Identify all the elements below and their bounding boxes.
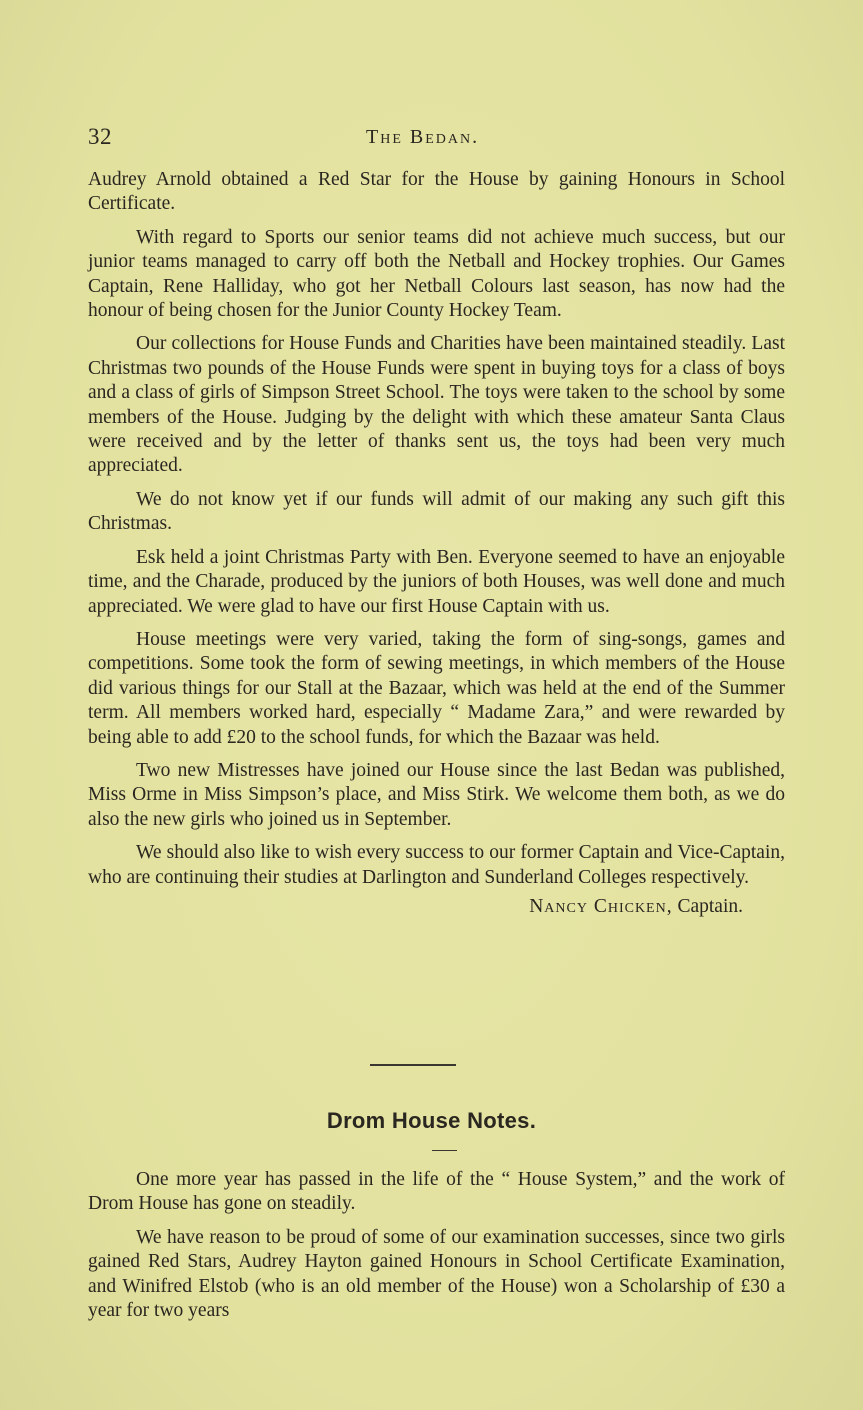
paragraph: We have reason to be proud of some of our examination successes, since two girls gained Red Stars, Audrey Hayton gained Honours in School Certificate Examination, and Winifred Elstob (who is an old member of the House) won a Scholarship of £30 a year for two years [88, 1226, 785, 1322]
journal-title: The Bedan. [366, 126, 480, 148]
section-title: Drom House Notes. [326, 1108, 537, 1133]
signature-name: Nancy Chicken, [529, 895, 673, 917]
paragraph: Our collections for House Funds and Charities have been maintained steadily. Last Christmas two pounds of the House Funds were spent in buying toys for a class of boys and a class of girls of Simpson Street School. The toys were taken to the school by some members of the House. Judging by the delight with which these amateur Santa Claus were received and by the letter of thanks sent us, the toys had been very much appreciated. [88, 333, 785, 477]
paragraph: We should also like to wish every success to our former Captain and Vice-Captain, who are continuing their studies at Darlington and Sunderland Colleges respectively. [88, 842, 785, 888]
paragraph: With regard to Sports our senior teams did not achieve much success, but our junior teams managed to carry off both the Netball and Hockey trophies. Our Games Captain, Rene Halliday, who got her Netball Colours last season, has now had the honour of being chosen for the Junior County Hockey Team. [88, 226, 785, 322]
section-divider [370, 1064, 456, 1066]
title-underline [432, 1150, 457, 1151]
drom-house-notes [88, 1168, 785, 1332]
signature [88, 895, 743, 919]
running-head [88, 124, 788, 154]
esk-house-notes [88, 168, 785, 919]
paragraph: One more year has passed in the life of the “ House System,” and the work of Drom House has gone on steadily. [88, 1169, 785, 1215]
paragraph: Two new Mistresses have joined our House since the last Bedan was published, Miss Orme in Miss Simpson’s place, and Miss Stirk. We welcome them both, as we do also the new girls who joined us in September. [88, 759, 785, 830]
paragraph: We do not know yet if our funds will admit of our making any such gift this Christmas. [88, 488, 785, 535]
signature-role: Captain. [677, 895, 743, 917]
page-number: 32 [88, 124, 112, 149]
paragraph: Audrey Arnold obtained a Red Star for the House by gaining Honours in School Certificate. [88, 169, 785, 215]
paragraph: Esk held a joint Christmas Party with Ben. Everyone seemed to have an enjoyable time, and the Charade, produced by the juniors of both Houses, was well done and much appreciated. We were glad to have our first House Captain with us. [88, 546, 785, 617]
paragraph: House meetings were very varied, taking the form of sing-songs, games and competitions. Some took the form of sewing meetings, in which members of the House did various things for our Stall at the Bazaar, which was held at the end of the Summer term. All members worked hard, especially “ Madame Zara,” and were rewarded by being able to add £20 to the school funds, for which the Bazaar was held. [88, 628, 785, 748]
